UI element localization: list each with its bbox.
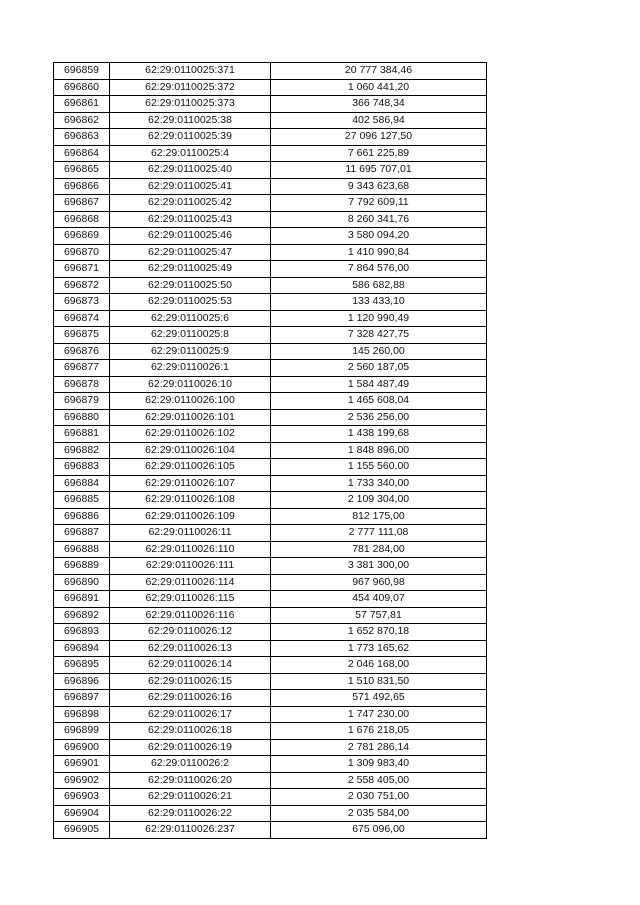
cadastral-value-cell: 2 560 187,05	[271, 360, 487, 377]
cadastral-value-cell: 1 060 441,20	[271, 79, 487, 96]
cadastral-value-cell: 11 695 707,01	[271, 162, 487, 179]
row-number-cell: 696871	[54, 261, 110, 278]
cadastral-value-cell: 1 155 560,00	[271, 459, 487, 476]
table-row	[54, 228, 487, 245]
cadastral-value-cell: 2 536 256,00	[271, 409, 487, 426]
table-row	[54, 112, 487, 129]
table-row	[54, 360, 487, 377]
row-number-cell: 696889	[54, 558, 110, 575]
table-row	[54, 756, 487, 773]
table-row	[54, 558, 487, 575]
row-number-cell: 696866	[54, 178, 110, 195]
cadastral-number-cell: 62:29:0110026:21	[110, 789, 271, 806]
table-row	[54, 508, 487, 525]
cadastral-number-cell: 62:29:0110025:46	[110, 228, 271, 245]
cadastral-number-cell: 62:29:0110026:101	[110, 409, 271, 426]
cadastral-number-cell: 62:29:0110026:19	[110, 739, 271, 756]
table-row	[54, 640, 487, 657]
cadastral-number-cell: 62:29:0110026:110	[110, 541, 271, 558]
cadastral-number-cell: 62:29:0110026:116	[110, 607, 271, 624]
table-row	[54, 541, 487, 558]
cadastral-number-cell: 62:29:0110025:50	[110, 277, 271, 294]
table-body	[54, 63, 487, 839]
row-number-cell: 696883	[54, 459, 110, 476]
cadastral-number-cell: 62:29:0110026:105	[110, 459, 271, 476]
row-number-cell: 696884	[54, 475, 110, 492]
row-number-cell: 696875	[54, 327, 110, 344]
table-row	[54, 459, 487, 476]
table-row	[54, 244, 487, 261]
table-row	[54, 129, 487, 146]
row-number-cell: 696882	[54, 442, 110, 459]
cadastral-number-cell: 62:29:0110025:8	[110, 327, 271, 344]
cadastral-value-cell: 1 652 870,18	[271, 624, 487, 641]
cadastral-value-cell: 366 748,34	[271, 96, 487, 113]
table-row	[54, 409, 487, 426]
table-row	[54, 475, 487, 492]
cadastral-value-cell: 967 960,98	[271, 574, 487, 591]
table-row	[54, 657, 487, 674]
table-row	[54, 525, 487, 542]
cadastral-number-cell: 62:29:0110026:107	[110, 475, 271, 492]
row-number-cell: 696869	[54, 228, 110, 245]
cadastral-number-cell: 62:29:0110026:2	[110, 756, 271, 773]
cadastral-number-cell: 62:29:0110026:15	[110, 673, 271, 690]
cadastral-number-cell: 62:29:0110025:4	[110, 145, 271, 162]
row-number-cell: 696893	[54, 624, 110, 641]
cadastral-value-cell: 2 035 584,00	[271, 805, 487, 822]
cadastral-number-cell: 62:29:0110026:14	[110, 657, 271, 674]
cadastral-value-cell: 571 492,65	[271, 690, 487, 707]
cadastral-value-cell: 7 661 225,89	[271, 145, 487, 162]
cadastral-value-cell: 1 773 165,62	[271, 640, 487, 657]
row-number-cell: 696892	[54, 607, 110, 624]
table-row	[54, 574, 487, 591]
cadastral-value-cell: 133 433,10	[271, 294, 487, 311]
row-number-cell: 696877	[54, 360, 110, 377]
table-row	[54, 607, 487, 624]
cadastral-value-cell: 812 175,00	[271, 508, 487, 525]
row-number-cell: 696879	[54, 393, 110, 410]
cadastral-number-cell: 62:29:0110026:16	[110, 690, 271, 707]
row-number-cell: 696888	[54, 541, 110, 558]
cadastral-number-cell: 62:29:0110026:17	[110, 706, 271, 723]
row-number-cell: 696898	[54, 706, 110, 723]
table-row	[54, 211, 487, 228]
cadastral-value-cell: 8 260 341,76	[271, 211, 487, 228]
cadastral-number-cell: 62:29:0110026:111	[110, 558, 271, 575]
row-number-cell: 696899	[54, 723, 110, 740]
row-number-cell: 696887	[54, 525, 110, 542]
cadastral-number-cell: 62:29:0110025:40	[110, 162, 271, 179]
row-number-cell: 696868	[54, 211, 110, 228]
table-row	[54, 162, 487, 179]
row-number-cell: 696897	[54, 690, 110, 707]
row-number-cell: 696873	[54, 294, 110, 311]
row-number-cell: 696895	[54, 657, 110, 674]
table-row	[54, 310, 487, 327]
cadastral-number-cell: 62:29:0110026:102	[110, 426, 271, 443]
cadastral-value-cell: 1 676 218,05	[271, 723, 487, 740]
row-number-cell: 696872	[54, 277, 110, 294]
row-number-cell: 696880	[54, 409, 110, 426]
cadastral-number-cell: 62:29:0110026:11	[110, 525, 271, 542]
cadastral-number-cell: 62:29:0110025:47	[110, 244, 271, 261]
cadastral-value-cell: 586 682,88	[271, 277, 487, 294]
cadastral-value-cell: 2 109 304,00	[271, 492, 487, 509]
cadastral-number-cell: 62:29:0110025:41	[110, 178, 271, 195]
cadastral-value-cell: 675 096,00	[271, 822, 487, 839]
row-number-cell: 696900	[54, 739, 110, 756]
cadastral-number-cell: 62:29:0110026:22	[110, 805, 271, 822]
table-row	[54, 96, 487, 113]
row-number-cell: 696874	[54, 310, 110, 327]
cadastral-value-cell: 454 409,07	[271, 591, 487, 608]
cadastral-value-cell: 2 777 111,08	[271, 525, 487, 542]
table-row	[54, 805, 487, 822]
cadastral-number-cell: 62:29:0110025:39	[110, 129, 271, 146]
cadastral-value-cell: 1 747 230,00	[271, 706, 487, 723]
row-number-cell: 696870	[54, 244, 110, 261]
cadastral-value-cell: 402 586,94	[271, 112, 487, 129]
cadastral-value-cell: 2 558 405,00	[271, 772, 487, 789]
table-row	[54, 327, 487, 344]
cadastral-number-cell: 62:29:0110025:43	[110, 211, 271, 228]
cadastral-number-cell: 62:29:0110026:115	[110, 591, 271, 608]
row-number-cell: 696901	[54, 756, 110, 773]
row-number-cell: 696862	[54, 112, 110, 129]
cadastral-value-cell: 3 580 094,20	[271, 228, 487, 245]
row-number-cell: 696859	[54, 63, 110, 80]
row-number-cell: 696881	[54, 426, 110, 443]
row-number-cell: 696878	[54, 376, 110, 393]
table-row	[54, 772, 487, 789]
cadastral-value-cell: 1 848 896,00	[271, 442, 487, 459]
table-row	[54, 145, 487, 162]
table-row	[54, 492, 487, 509]
cadastral-number-cell: 62:29:0110026:18	[110, 723, 271, 740]
table-row	[54, 739, 487, 756]
cadastral-number-cell: 62:29:0110026:114	[110, 574, 271, 591]
table-row	[54, 294, 487, 311]
row-number-cell: 696891	[54, 591, 110, 608]
cadastral-value-cell: 145 260,00	[271, 343, 487, 360]
cadastral-number-cell: 62:29:0110025:372	[110, 79, 271, 96]
cadastral-value-cell: 781 284,00	[271, 541, 487, 558]
cadastral-number-cell: 62:29:0110025:373	[110, 96, 271, 113]
table-row	[54, 426, 487, 443]
row-number-cell: 696904	[54, 805, 110, 822]
cadastral-number-cell: 62:29:0110025:42	[110, 195, 271, 212]
cadastral-value-cell: 27 096 127,50	[271, 129, 487, 146]
table-row	[54, 442, 487, 459]
row-number-cell: 696876	[54, 343, 110, 360]
cadastral-number-cell: 62:29:0110025:53	[110, 294, 271, 311]
cadastral-value-cell: 7 864 576,00	[271, 261, 487, 278]
table-row	[54, 591, 487, 608]
row-number-cell: 696886	[54, 508, 110, 525]
cadastral-number-cell: 62:29:0110026:12	[110, 624, 271, 641]
cadastral-value-cell: 1 120 990,49	[271, 310, 487, 327]
cadastral-value-cell: 1 309 983,40	[271, 756, 487, 773]
cadastral-number-cell: 62:29:0110026:10	[110, 376, 271, 393]
cadastral-number-cell: 62:29:0110026:1	[110, 360, 271, 377]
cadastral-number-cell: 62:29:0110026:109	[110, 508, 271, 525]
row-number-cell: 696903	[54, 789, 110, 806]
cadastral-value-cell: 7 792 609,11	[271, 195, 487, 212]
table-row	[54, 706, 487, 723]
table-row	[54, 624, 487, 641]
table-row	[54, 723, 487, 740]
table-row	[54, 261, 487, 278]
table-row	[54, 79, 487, 96]
row-number-cell: 696896	[54, 673, 110, 690]
cadastral-value-cell: 1 584 487,49	[271, 376, 487, 393]
cadastral-number-cell: 62:29:0110025:38	[110, 112, 271, 129]
cadastral-value-cell: 20 777 384,46	[271, 63, 487, 80]
row-number-cell: 696902	[54, 772, 110, 789]
cadastral-value-cell: 3 381 300,00	[271, 558, 487, 575]
table-row	[54, 690, 487, 707]
table-row	[54, 178, 487, 195]
cadastral-value-cell: 1 438 199,68	[271, 426, 487, 443]
cadastral-value-cell: 1 510 831,50	[271, 673, 487, 690]
table-row	[54, 822, 487, 839]
cadastral-value-cell: 57 757,81	[271, 607, 487, 624]
cadastral-value-cell: 1 733 340,00	[271, 475, 487, 492]
cadastral-number-cell: 62:29:0110025:6	[110, 310, 271, 327]
row-number-cell: 696885	[54, 492, 110, 509]
table-row	[54, 789, 487, 806]
table-row	[54, 63, 487, 80]
cadastral-number-cell: 62:29:0110026:108	[110, 492, 271, 509]
cadastral-number-cell: 62:29:0110025:9	[110, 343, 271, 360]
table-row	[54, 673, 487, 690]
cadastral-number-cell: 62:29:0110025:49	[110, 261, 271, 278]
row-number-cell: 696905	[54, 822, 110, 839]
table-row	[54, 195, 487, 212]
cadastral-number-cell: 62:29:0110026:20	[110, 772, 271, 789]
cadastral-value-cell: 7 328 427,75	[271, 327, 487, 344]
cadastral-number-cell: 62:29:0110026:13	[110, 640, 271, 657]
table-row	[54, 376, 487, 393]
row-number-cell: 696894	[54, 640, 110, 657]
cadastral-number-cell: 62:29:0110026:104	[110, 442, 271, 459]
row-number-cell: 696867	[54, 195, 110, 212]
cadastral-value-cell: 9 343 623,68	[271, 178, 487, 195]
cadastral-value-cell: 1 410 990,84	[271, 244, 487, 261]
row-number-cell: 696864	[54, 145, 110, 162]
row-number-cell: 696861	[54, 96, 110, 113]
cadastral-number-cell: 62:29:0110025:371	[110, 63, 271, 80]
row-number-cell: 696860	[54, 79, 110, 96]
table-row	[54, 343, 487, 360]
table-row	[54, 393, 487, 410]
cadastral-value-cell: 2 781 286,14	[271, 739, 487, 756]
row-number-cell: 696865	[54, 162, 110, 179]
cadastral-value-table	[53, 62, 487, 839]
cadastral-number-cell: 62:29:0110026:237	[110, 822, 271, 839]
cadastral-value-cell: 1 465 608,04	[271, 393, 487, 410]
row-number-cell: 696890	[54, 574, 110, 591]
cadastral-value-cell: 2 046 168,00	[271, 657, 487, 674]
table-row	[54, 277, 487, 294]
document-page	[53, 62, 487, 839]
cadastral-number-cell: 62:29:0110026:100	[110, 393, 271, 410]
row-number-cell: 696863	[54, 129, 110, 146]
cadastral-value-cell: 2 030 751,00	[271, 789, 487, 806]
